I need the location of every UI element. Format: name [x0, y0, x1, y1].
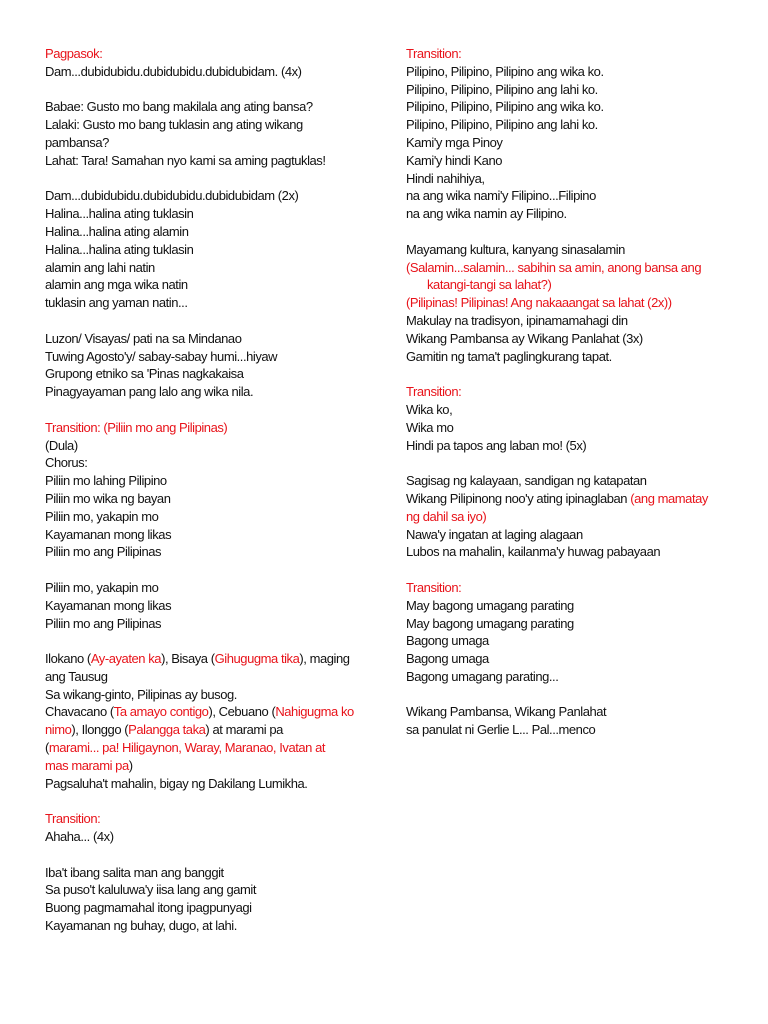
- lyric-line: Wika ko,: [406, 401, 453, 417]
- verse-stanza-2: [45, 330, 375, 401]
- lyric-line: Wika mo: [406, 419, 454, 435]
- right-column: [406, 45, 732, 739]
- red-lyric-line: katangi-tangi sa lahat?): [427, 277, 552, 293]
- section-heading-transition: Transition:: [406, 579, 462, 595]
- lyric-line: Iba't ibang salita man ang banggit: [45, 864, 224, 880]
- lyric-line: Piliin mo ang Pilipinas: [45, 615, 162, 631]
- lyric-line: Grupong etniko sa 'Pinas nagkakaisa: [45, 366, 244, 382]
- section-heading-transition: Transition:: [406, 46, 462, 61]
- lyric-line: Kayamanan mong likas: [45, 526, 172, 542]
- lyric-line: Wikang Pambansa ay Wikang Panlahat (3x): [406, 330, 643, 346]
- lyric-line: Dam...dubidubidu.dubidubidu.dubidubidam (2x): [45, 188, 299, 204]
- ahaha-stanza: [45, 828, 375, 846]
- lyric-line: Bagong umaga: [406, 633, 489, 649]
- lyric-line: Piliin mo ang Pilipinas: [45, 544, 162, 560]
- credits-stanza: [406, 703, 732, 739]
- lyric-line: Piliin mo, yakapin mo: [45, 579, 159, 595]
- lyric-line: Mayamang kultura, kanyang sinasalamin: [406, 241, 625, 257]
- lyric-line: May bagong umagang parating: [406, 597, 574, 613]
- lyric-line: (Dula): [45, 437, 78, 453]
- section-heading-transition: Transition:: [45, 811, 101, 827]
- lyric-line: ang Tausug: [45, 668, 108, 684]
- lyric-line: Babae: Gusto mo bang makilala ang ating bansa?: [45, 99, 313, 115]
- lyric-line: Luzon/ Visayas/ pati na sa Mindanao: [45, 330, 242, 346]
- pilipino-stanza: [406, 63, 732, 223]
- lyric-line: Wikang Pambansa, Wikang Panlahat: [406, 704, 607, 720]
- lyric-line: na ang wika nami'y Filipino...Filipino: [406, 188, 596, 204]
- lyric-line: Gamitin ng tama't paglingkurang tapat.: [406, 348, 612, 364]
- lyric-line: Halina...halina ating alamin: [45, 223, 189, 239]
- red-phrase: Palangga taka: [128, 722, 206, 738]
- lyric-line: tuklasin ang yaman natin...: [45, 295, 188, 311]
- lyric-line: Pilipino, Pilipino, Pilipino ang wika ko.: [406, 63, 604, 79]
- lyric-line: alamin ang mga wika natin: [45, 277, 188, 293]
- lyric-line: alamin ang lahi natin: [45, 259, 155, 275]
- red-phrase: Ta amayo contigo: [113, 704, 209, 720]
- lyric-line: nimo), Ilonggo (Palangga taka) at marami pa: [45, 722, 283, 738]
- lyric-line: (marami... pa! Hiligaynon, Waray, Maranao, Ivatan at: [45, 740, 326, 756]
- lyric-line: Hindi nahihiya,: [406, 170, 485, 186]
- lyric-line: Hindi pa tapos ang laban mo! (5x): [406, 437, 587, 453]
- lyric-line: Pinagyayaman pang lalo ang wika nila.: [45, 384, 254, 400]
- lyric-line: Piliin mo lahing Pilipino: [45, 473, 167, 489]
- lyric-line: Kayamanan ng buhay, dugo, at lahi.: [45, 918, 237, 934]
- red-phrase: Gihugugma tika: [214, 651, 300, 667]
- dialogue-stanza: [45, 98, 375, 169]
- lyric-line: Bagong umagang parating...: [406, 668, 559, 684]
- lyric-line: Chavacano (Ta amayo contigo), Cebuano (Nahigugma ko: [45, 704, 354, 720]
- red-phrase: nimo: [45, 722, 72, 738]
- lyric-line: Tuwing Agosto'y/ sabay-sabay humi...hiyaw: [45, 348, 278, 364]
- red-phrase: Nahigugma ko: [275, 704, 354, 720]
- red-phrase: (ang mamatay: [630, 490, 708, 506]
- kultura-stanza: [406, 241, 732, 366]
- umaga-stanza: [406, 597, 732, 686]
- lyric-line: Sagisag ng kalayaan, sandigan ng katapatan: [406, 473, 647, 489]
- chorus-repeat-stanza: [45, 579, 375, 632]
- lyric-line: Bagong umaga: [406, 651, 489, 667]
- sagisag-stanza: [406, 472, 732, 561]
- verse-stanza-1: [45, 187, 375, 312]
- lyric-line: Piliin mo, yakapin mo: [45, 508, 159, 524]
- lyric-line: Lubos na mahalin, kailanma'y huwag pabayaan: [406, 544, 661, 560]
- lyric-line: Pagsaluha't mahalin, bigay ng Dakilang Lumikha.: [45, 775, 308, 791]
- intro-stanza: [45, 63, 375, 81]
- red-phrase: marami... pa! Hiligaynon, Waray, Maranao, Ivatan at: [48, 740, 326, 756]
- lyric-line: Halina...halina ating tuklasin: [45, 241, 194, 257]
- section-heading-pagpasok: Pagpasok:: [45, 46, 103, 61]
- lyric-line: Buong pagmamahal itong ipagpunyagi: [45, 900, 252, 916]
- lyric-line: Halina...halina ating tuklasin: [45, 206, 194, 222]
- lyric-line: May bagong umagang parating: [406, 615, 574, 631]
- lyric-line: na ang wika namin ay Filipino.: [406, 206, 567, 222]
- verse-stanza-3: [45, 864, 375, 935]
- lyric-line: Pilipino, Pilipino, Pilipino ang lahi ko.: [406, 81, 598, 97]
- lyric-line: Lalaki: Gusto mo bang tuklasin ang ating wikang: [45, 117, 303, 133]
- lyric-line: Makulay na tradisyon, ipinamamahagi din: [406, 312, 628, 328]
- lyric-line: Ahaha... (4x): [45, 829, 114, 845]
- lyric-line: pambansa?: [45, 134, 109, 150]
- lyric-line: Kami'y mga Pinoy: [406, 134, 503, 150]
- chorus-stanza: [45, 437, 375, 562]
- lyric-line: Sa puso't kaluluwa'y iisa lang ang gamit: [45, 882, 256, 898]
- section-heading-transition: Transition:: [406, 384, 462, 400]
- left-column: [45, 45, 375, 935]
- lyric-line: Ilokano (Ay-ayaten ka), Bisaya (Gihugugma tika), maging: [45, 651, 350, 667]
- lyric-line: Nawa'y ingatan at laging alagaan: [406, 526, 583, 542]
- wika-stanza: [406, 401, 732, 454]
- lyric-line: Pilipino, Pilipino, Pilipino ang wika ko.: [406, 99, 604, 115]
- lyric-line: Chorus:: [45, 455, 88, 471]
- lyric-line: Sa wikang-ginto, Pilipinas ay busog.: [45, 686, 237, 702]
- lyric-line: Kami'y hindi Kano: [406, 152, 503, 168]
- lyric-line: Pilipino, Pilipino, Pilipino ang lahi ko.: [406, 117, 598, 133]
- lyric-line: Piliin mo wika ng bayan: [45, 490, 171, 506]
- red-lyric-line: (Pilipinas! Pilipinas! Ang nakaaangat sa lahat (2x)): [406, 295, 672, 311]
- languages-stanza: [45, 650, 375, 792]
- red-phrase: Ay-ayaten ka: [90, 651, 162, 667]
- section-heading-transition: Transition: (Piliin mo ang Pilipinas): [45, 419, 228, 435]
- red-lyric-line: (Salamin...salamin... sabihin sa amin, anong bansa ang: [406, 259, 702, 275]
- red-lyric-line: ng dahil sa iyo): [406, 508, 487, 524]
- red-phrase: mas marami pa: [45, 757, 129, 773]
- lyric-line: sa panulat ni Gerlie L... Pal...menco: [406, 722, 596, 738]
- lyric-lines: [406, 312, 732, 365]
- lyric-line: Kayamanan mong likas: [45, 597, 172, 613]
- lyric-line: Wikang Pilipinong noo'y ating ipinaglaban (ang mamatay: [406, 490, 708, 506]
- lyric-line: mas marami pa): [45, 757, 133, 773]
- lyric-line: Dam...dubidubidu.dubidubidu.dubidubidam. (4x): [45, 63, 302, 79]
- lyric-line: Lahat: Tara! Samahan nyo kami sa aming pagtuklas!: [45, 152, 326, 168]
